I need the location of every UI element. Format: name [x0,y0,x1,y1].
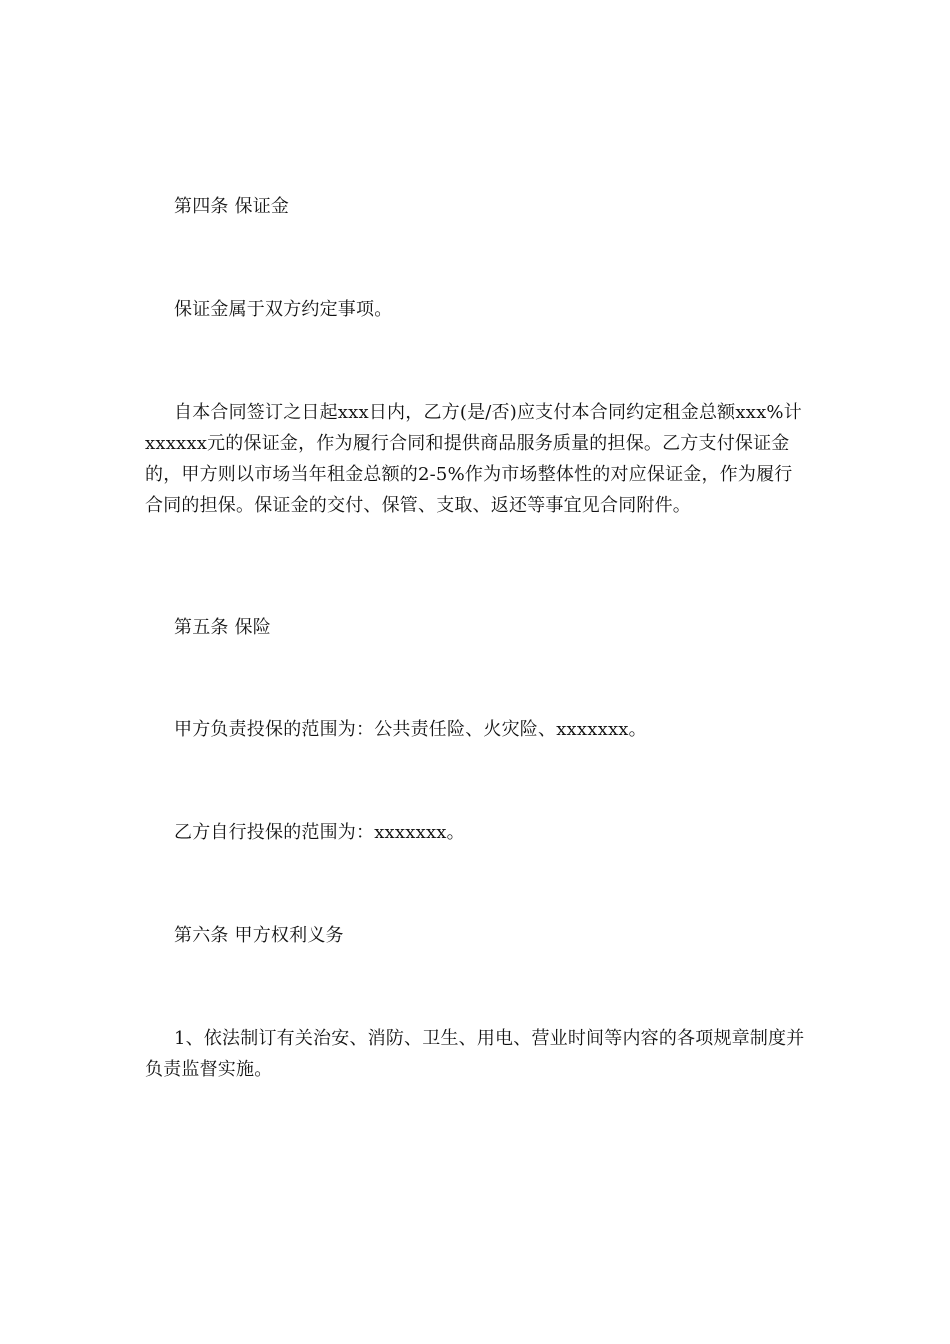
article5-heading: 第五条 保险 [174,617,271,638]
article4-paragraph-1: 保证金属于双方约定事项。 [174,299,393,320]
article6-paragraph-1: 1、依法制订有关治安、消防、卫生、用电、营业时间等内容的各项规章制度并负责监督实施。 [145,1028,805,1080]
article5-paragraph-2: 乙方自行投保的范围为：xxxxxxx。 [174,822,465,843]
article4-heading: 第四条 保证金 [174,196,290,217]
article6-heading: 第六条 甲方权利义务 [174,925,344,946]
article5-paragraph-1: 甲方负责投保的范围为：公共责任险、火灾险、xxxxxxx。 [174,719,647,740]
article4-paragraph-2: 自本合同签订之日起xxx日内，乙方(是/否)应支付本合同约定租金总额xxx%计xxxxxx元的保证金，作为履行合同和提供商品服务质量的担保。乙方支付保证金的，甲方则以市场当年租金总额的2-5%作为市场整体性的对应保证金，作为履行合同的担保。保证金的交付、保管、支取、返还等事宜见合同附件。 [145,402,802,516]
